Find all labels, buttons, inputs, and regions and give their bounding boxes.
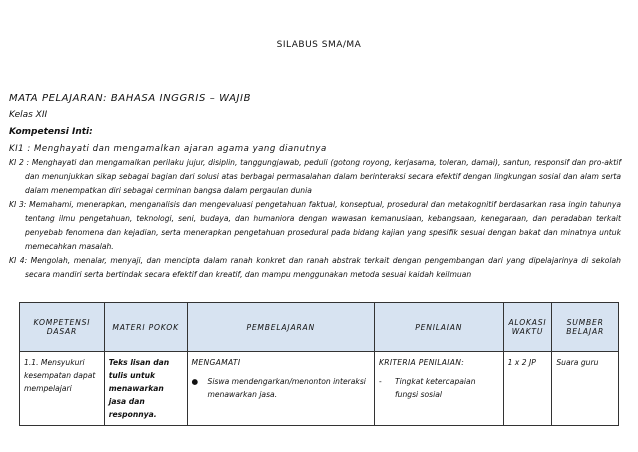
bullet-icon: ● [191, 377, 199, 386]
core-competence-heading: Kompetensi Inti: [9, 127, 93, 137]
cell-kompetensi-dasar: 1.1. Mensyukuri kesempatan dapat mempelajari [20, 352, 105, 426]
header-alokasi-waktu: ALOKASI WAKTU [503, 303, 552, 352]
ki-label: KI 4: [9, 256, 28, 265]
ki-item-3 [9, 198, 621, 254]
core-competence-list [9, 142, 621, 282]
ki-text: Menghayati dan mengamalkan ajaran agama yang dianutnya [34, 144, 327, 154]
ki-text: Mengolah, menalar, menyaji, dan mencipta dalam ranah konkret dan ranah abstrak terkait dengan pengembangan dari yang dipelajarinya di sekolah secara mandiri serta bertindak secara efektif dan kreatif, dan mampu menggunakan metoda sesuai kaidah keilmuan [25, 256, 621, 279]
cell-materi-pokok: Teks lisan dan tulis untuk menawarkan jasa dan responnya. [104, 352, 187, 426]
ki-text: Memahami, menerapkan, menganalisis dan mengevaluasi pengetahuan faktual, konseptual, prosedural dan metakognitif berdasarkan rasa ingin tahunya tentang ilmu pengetahuan, teknologi, seni, budaya, dan humaniora dengan wawasan kemanusiaan, kebangsaan, kenegaraan, dan peradaban terkait penyebab fenomena dan kejadian, serta menerapkan pengetahuan prosedural pada bidang kajian yang spesifik sesuai dengan bakat dan minatnya untuk memecahkan masalah. [25, 200, 621, 251]
penilaian-item-text: Tingkat ketercapaian fungsi sosial [394, 377, 476, 399]
page-title: SILABUS SMA/MA [276, 40, 362, 50]
ki-item-4 [9, 254, 621, 282]
header-penilaian: PENILAIAN [374, 303, 503, 352]
ki-item-1 [9, 142, 621, 156]
pembelajaran-item-text: Siswa mendengarkan/menonton interaksi menawarkan jasa. [207, 377, 366, 399]
pembelajaran-heading: MENGAMATI [191, 358, 241, 367]
table-row [20, 352, 619, 426]
dash-icon: - [378, 377, 382, 386]
ki-label: KI 3: [9, 200, 27, 209]
cell-alokasi-waktu: 1 x 2 JP [503, 352, 552, 426]
header-pembelajaran: PEMBELAJARAN [187, 303, 374, 352]
ki-label: KI 2 : [9, 158, 30, 167]
class-label: Kelas XII [9, 110, 48, 120]
header-sumber-belajar: SUMBER BELAJAR [552, 303, 619, 352]
syllabus-table [19, 302, 619, 426]
ki-text: Menghayati dan mengamalkan perilaku jujur, disiplin, tanggungjawab, peduli (gotong royong, kerjasama, toleran, damai), santun, responsif dan pro-aktif dan menunjukkan sikap sebagai bagian dari solusi atas berbagai permasalahan dalam berinteraksi secara efektif dengan lingkungan sosial dan alam serta dalam menempatkan diri sebagai cerminan bangsa dalam pergaulan dunia [25, 158, 622, 195]
cell-penilaian [374, 352, 503, 426]
ki-item-2 [9, 156, 621, 198]
subject-heading: MATA PELAJARAN: BAHASA INGGRIS – WAJIB [9, 93, 252, 104]
table-header-row [20, 303, 619, 352]
list-item [379, 375, 499, 401]
header-kompetensi-dasar: KOMPETENSI DASAR [20, 303, 105, 352]
cell-pembelajaran [187, 352, 374, 426]
penilaian-heading: KRITERIA PENILAIAN: [378, 358, 465, 367]
cell-sumber-belajar: Suara guru [552, 352, 619, 426]
list-item [192, 375, 370, 401]
header-materi-pokok: MATERI POKOK [104, 303, 187, 352]
ki-label: KI1 : [9, 144, 31, 154]
